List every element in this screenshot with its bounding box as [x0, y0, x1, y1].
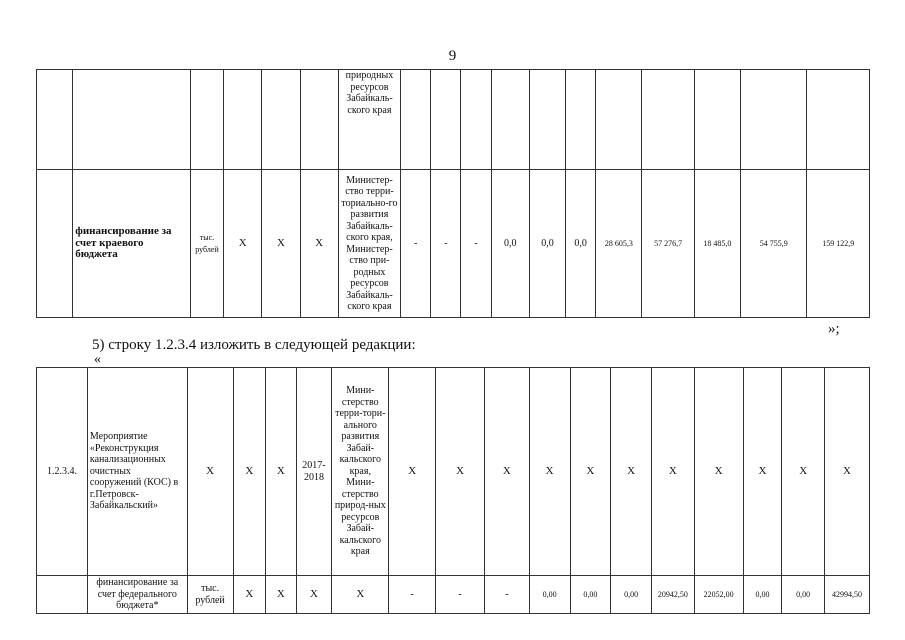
- cell: Х: [436, 368, 485, 576]
- cell: Х: [266, 368, 297, 576]
- new-row-table: [36, 367, 870, 614]
- cell: Х: [300, 170, 338, 318]
- cell: Х: [529, 368, 570, 576]
- instruction-text: 5) строку 1.2.3.4 изложить в следующей редакции:: [92, 337, 416, 353]
- row-name: Мероприятие «Реконструкция канализационных очистных сооружений (КОС) в г.Петровск-Забайкальский»: [87, 368, 187, 576]
- unit-cell: тыс. рублей: [190, 170, 223, 318]
- cell: 0,00: [611, 576, 652, 614]
- cell: Х: [485, 368, 530, 576]
- cell: -: [461, 170, 491, 318]
- executor-cell: природных ресурсов Забайкаль-ского края: [338, 70, 400, 170]
- cell: 22052,00: [694, 576, 743, 614]
- cell: 57 276,7: [642, 170, 694, 318]
- page-number: 9: [448, 48, 457, 64]
- cell: Х: [743, 368, 782, 576]
- cell: 0,0: [491, 170, 529, 318]
- row-name: финансирование за счет краевого бюджета: [73, 170, 191, 318]
- closing-quote: »;: [828, 321, 840, 337]
- cell: 0,0: [566, 170, 596, 318]
- cell: 20942,50: [651, 576, 694, 614]
- table-row: [37, 368, 870, 576]
- unit-cell: тыс. рублей: [187, 576, 233, 614]
- row-name: финансирование за счет федерального бюджета*: [87, 576, 187, 614]
- cell: Х: [262, 170, 300, 318]
- cell: Х: [570, 368, 611, 576]
- cell: 0,00: [743, 576, 782, 614]
- cell: -: [485, 576, 530, 614]
- cell: Х: [389, 368, 436, 576]
- cell: -: [436, 576, 485, 614]
- cell: Х: [296, 576, 332, 614]
- cell: 159 122,9: [807, 170, 870, 318]
- cell: Х: [224, 170, 262, 318]
- cell: Х: [233, 576, 266, 614]
- table-row: [37, 70, 870, 170]
- cell: Х: [332, 576, 389, 614]
- opening-quote: «: [94, 352, 101, 367]
- cell: Х: [187, 368, 233, 576]
- cell: 42994,50: [825, 576, 870, 614]
- continuation-table: [36, 69, 870, 318]
- table-row: [37, 170, 870, 318]
- cell: 0,00: [782, 576, 825, 614]
- cell: Х: [782, 368, 825, 576]
- cell: -: [431, 170, 461, 318]
- cell: Х: [233, 368, 266, 576]
- period-cell: 2017-2018: [296, 368, 332, 576]
- cell: 54 755,9: [741, 170, 807, 318]
- cell: Х: [611, 368, 652, 576]
- row-code: 1.2.3.4.: [37, 368, 88, 576]
- cell: Х: [266, 576, 297, 614]
- cell: -: [389, 576, 436, 614]
- cell: 0,00: [529, 576, 570, 614]
- cell: Х: [825, 368, 870, 576]
- cell: 0,00: [570, 576, 611, 614]
- cell: Х: [694, 368, 743, 576]
- table-row: [37, 576, 870, 614]
- cell: Х: [651, 368, 694, 576]
- executor-cell: Мини-стерство терри-тори-ального развития Забай-кальского края, Мини-стерство природ-ных ресурсов Забай-кальского края: [332, 368, 389, 576]
- cell: 0,0: [529, 170, 565, 318]
- executor-cell: Министер-ство терри-ториально-го развития Забайкаль-ского края, Министер-ство при-родных ресурсов Забайкаль-ского края: [338, 170, 400, 318]
- cell: -: [401, 170, 431, 318]
- cell: 18 485,0: [694, 170, 740, 318]
- cell: 28 605,3: [596, 170, 642, 318]
